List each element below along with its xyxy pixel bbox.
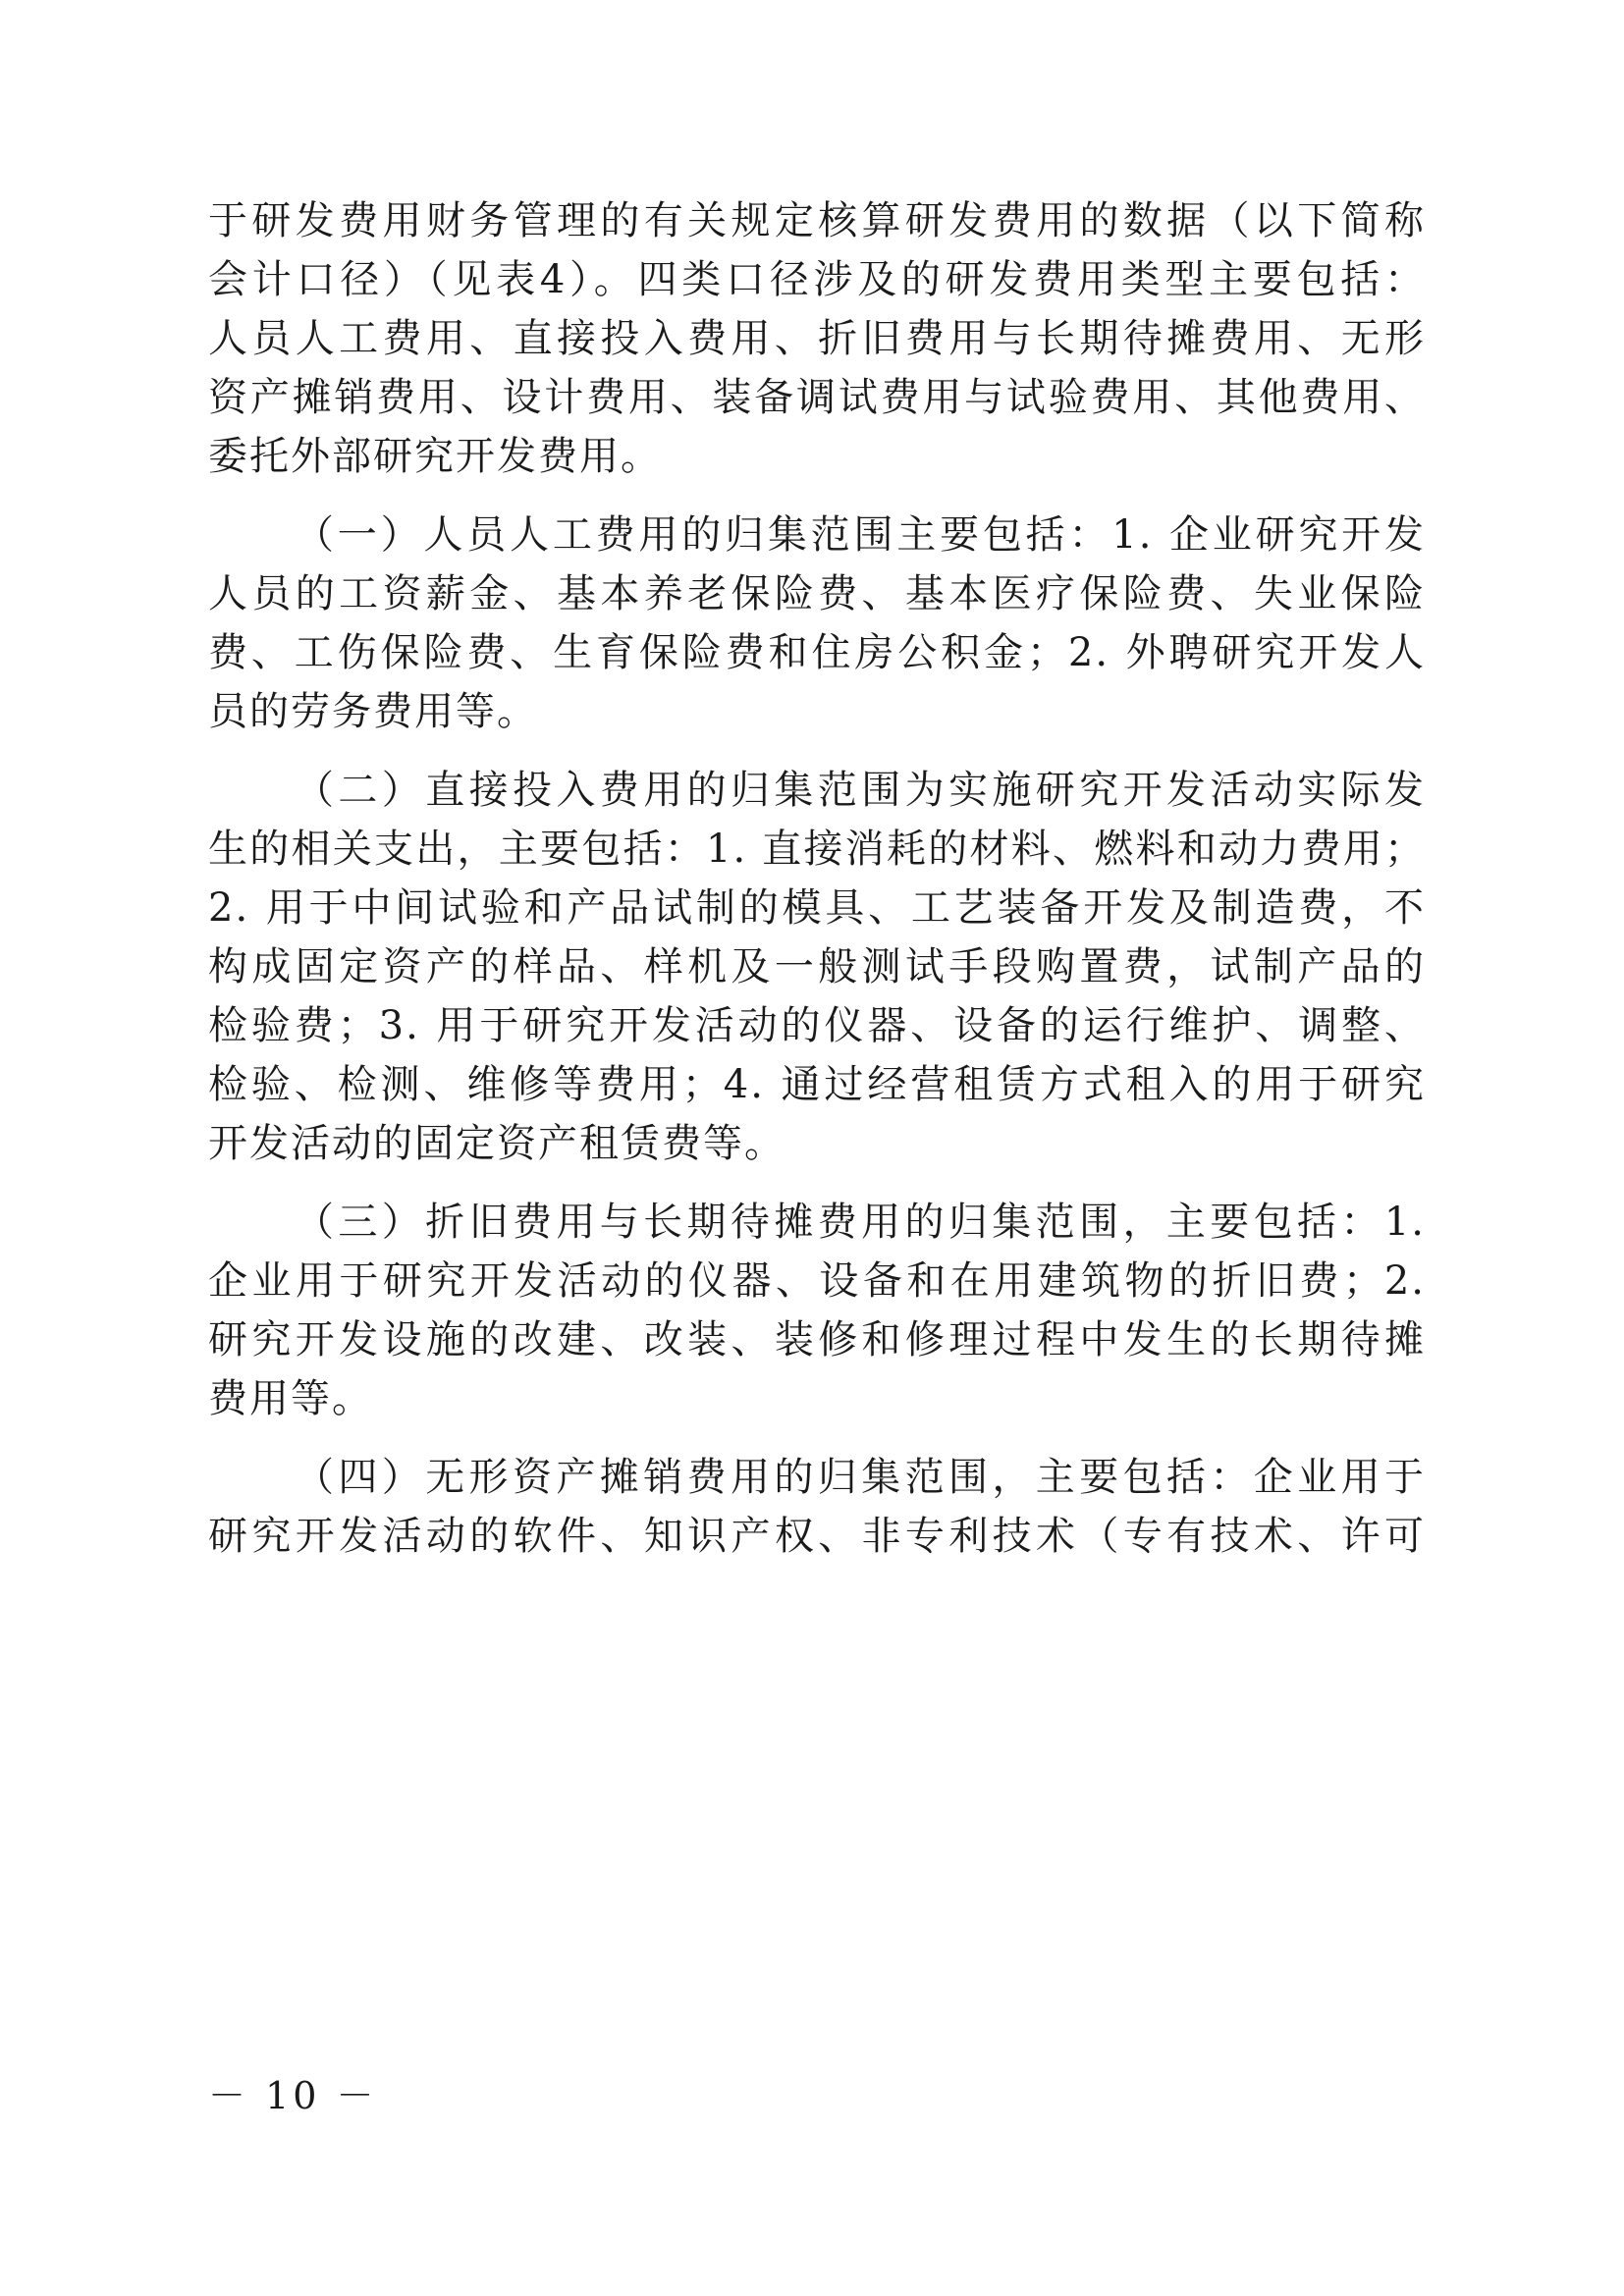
section-3-first-line: （三）折旧费用与长期待摊费用的归集范围，主要包括：1. xyxy=(295,1200,1426,1245)
text-line: 研究开发活动的软件、知识产权、非专利技术（专有技术、许可 xyxy=(208,1514,1426,1559)
section-4-first-line: （四）无形资产摊销费用的归集范围，主要包括：企业用于 xyxy=(295,1455,1426,1500)
text-line: 费用等。 xyxy=(208,1376,373,1421)
text-line: 研究开发设施的改建、改装、装修和修理过程中发生的长期待摊 xyxy=(208,1317,1426,1362)
text-line: 检验费；3. 用于研究开发活动的仪器、设备的运行维护、调整、 xyxy=(208,1003,1426,1048)
text-line: 2. 用于中间试验和产品试制的模具、工艺装备开发及制造费，不 xyxy=(208,885,1426,931)
text-line: 资产摊销费用、设计费用、装备调试费用与试验费用、其他费用、 xyxy=(208,375,1426,420)
text-line: 费、工伤保险费、生育保险费和住房公积金；2. 外聘研究开发人 xyxy=(208,630,1426,675)
text-line: 开发活动的固定资产租赁费等。 xyxy=(208,1121,785,1166)
text-line: 企业用于研究开发活动的仪器、设备和在用建筑物的折旧费；2. xyxy=(208,1258,1426,1304)
text-line: 员的劳务费用等。 xyxy=(208,689,538,734)
section-2-first-line: （二）直接投入费用的归集范围为实施研究开发活动实际发 xyxy=(295,768,1426,813)
text-line: 委托外部研究开发费用。 xyxy=(208,434,662,479)
section-1-first-line: （一）人员人工费用的归集范围主要包括：1. 企业研究开发 xyxy=(295,512,1426,558)
text-line: 人员的工资薪金、基本养老保险费、基本医疗保险费、失业保险 xyxy=(208,571,1426,616)
text-line: 会计口径）（见表4）。四类口径涉及的研发费用类型主要包括： xyxy=(208,257,1426,302)
text-line: 人员人工费用、直接投入费用、折旧费用与长期待摊费用、无形 xyxy=(208,316,1426,361)
page-number: － 10 － xyxy=(208,2074,378,2117)
text-line: 检验、检测、维修等费用；4. 通过经营租赁方式租入的用于研究 xyxy=(208,1062,1426,1107)
text-line: 生的相关支出，主要包括：1. 直接消耗的材料、燃料和动力费用； xyxy=(208,827,1426,872)
text-line: 构成固定资产的样品、样机及一般测试手段购置费，试制产品的 xyxy=(208,944,1426,989)
text-line: 于研发费用财务管理的有关规定核算研发费用的数据（以下简称 xyxy=(208,198,1426,243)
